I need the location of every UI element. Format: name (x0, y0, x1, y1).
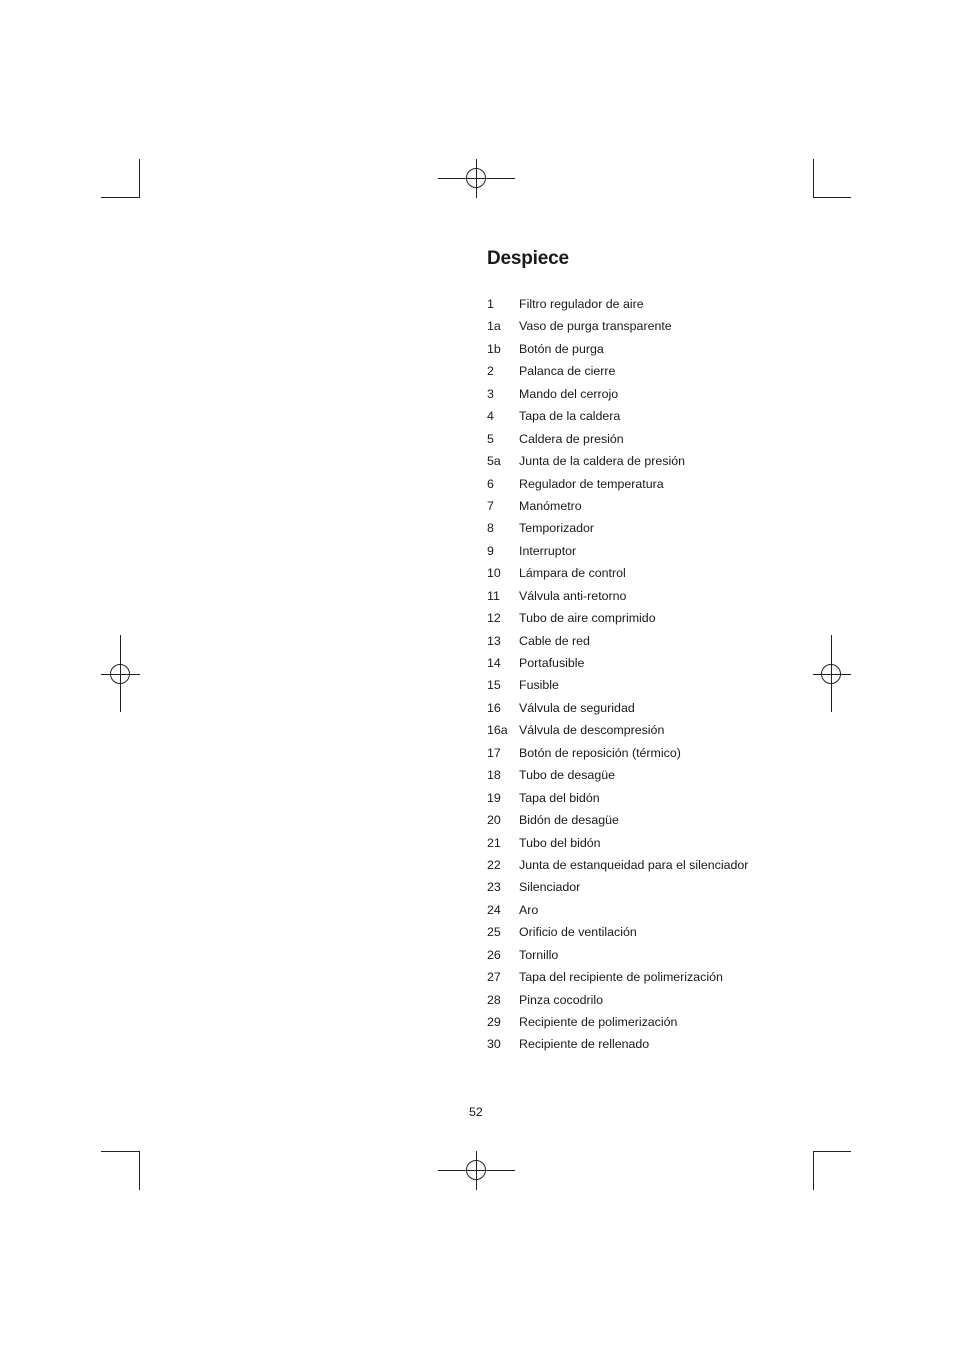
part-number: 1a (487, 319, 501, 334)
part-number: 11 (487, 588, 500, 603)
part-label: Tubo de desagüe (519, 768, 615, 783)
part-number: 18 (487, 768, 501, 783)
part-label: Manómetro (519, 498, 582, 513)
part-item (487, 1012, 748, 1034)
part-item (487, 496, 748, 518)
part-label: Tapa del bidón (519, 790, 600, 805)
part-label: Tubo de aire comprimido (519, 611, 656, 626)
part-item (487, 990, 748, 1012)
part-item (487, 406, 748, 428)
part-item (487, 833, 748, 855)
part-label: Silenciador (519, 880, 581, 895)
part-item (487, 586, 748, 608)
part-label: Cable de red (519, 633, 590, 648)
part-label: Interruptor (519, 543, 577, 558)
part-number: 19 (487, 790, 501, 805)
part-label: Válvula de descompresión (519, 723, 665, 738)
part-number: 4 (487, 409, 494, 424)
part-label: Lámpara de control (519, 566, 626, 581)
part-label: Válvula anti-retorno (519, 588, 627, 603)
part-label: Tubo del bidón (519, 835, 601, 850)
part-label: Junta de estanqueidad para el silenciador (519, 857, 749, 872)
part-number: 29 (487, 1015, 501, 1029)
part-number: 24 (487, 902, 501, 917)
part-label: Tapa del recipiente de polimerización (519, 970, 723, 985)
part-item (487, 339, 748, 361)
part-item (487, 316, 748, 338)
part-number: 12 (487, 611, 501, 626)
crop-mark-bottom-left-vertical (139, 1151, 140, 1190)
part-label: Recipiente de rellenado (519, 1037, 650, 1052)
crop-mark-top-left-horizontal (101, 197, 140, 198)
crop-mark-top-left-vertical (139, 159, 140, 198)
part-label: Aro (519, 902, 539, 917)
part-item (487, 451, 748, 473)
part-item (487, 945, 748, 967)
part-item (487, 429, 748, 451)
part-label: Bidón de desagüe (519, 813, 619, 828)
part-item (487, 967, 748, 989)
crop-mark-bottom-right-horizontal (813, 1151, 851, 1152)
part-item (487, 563, 748, 585)
page-number: 52 (469, 1105, 483, 1119)
part-label: Válvula de seguridad (519, 700, 635, 715)
part-number: 5 (487, 431, 494, 446)
part-number: 16 (487, 700, 501, 715)
part-item (487, 1034, 748, 1056)
crop-mark-bottom-left-horizontal (101, 1151, 140, 1152)
part-label: Temporizador (519, 521, 595, 536)
part-number: 10 (487, 566, 501, 581)
part-item (487, 631, 748, 653)
part-label: Recipiente de polimerización (519, 1015, 678, 1029)
part-number: 3 (487, 386, 494, 401)
part-item (487, 720, 748, 742)
part-number: 21 (487, 835, 501, 850)
part-label: Mando del cerrojo (519, 386, 619, 401)
part-item (487, 518, 748, 540)
part-number: 2 (487, 364, 494, 379)
part-item (487, 900, 748, 922)
part-item (487, 877, 748, 899)
part-number: 13 (487, 633, 501, 648)
part-label: Botón de purga (519, 341, 604, 356)
part-item (487, 743, 748, 765)
part-label: Caldera de presión (519, 431, 624, 446)
part-number: 20 (487, 813, 501, 828)
part-number: 8 (487, 521, 494, 536)
part-item (487, 810, 748, 832)
crop-mark-top-right-vertical (813, 159, 814, 198)
crop-mark-top-right-horizontal (813, 197, 851, 198)
part-item (487, 474, 748, 496)
part-label: Junta de la caldera de presión (519, 454, 686, 469)
part-item (487, 855, 748, 877)
part-item (487, 765, 748, 787)
part-number: 5a (487, 454, 501, 469)
part-label: Vaso de purga transparente (519, 319, 672, 334)
part-item (487, 675, 748, 697)
part-item (487, 361, 748, 383)
part-label: Pinza cocodrilo (519, 992, 604, 1007)
part-number: 6 (487, 476, 494, 491)
part-number: 14 (487, 656, 501, 670)
part-number: 25 (487, 925, 501, 940)
part-number: 7 (487, 498, 494, 513)
part-number: 26 (487, 947, 501, 962)
part-number: 15 (487, 678, 501, 693)
part-number: 28 (487, 992, 501, 1007)
part-number: 23 (487, 880, 501, 895)
part-label: Filtro regulador de aire (519, 297, 644, 311)
section-title: Despiece (487, 248, 569, 269)
part-number: 27 (487, 970, 501, 985)
part-label: Botón de reposición (térmico) (519, 745, 681, 760)
part-item (487, 653, 748, 675)
part-item (487, 788, 748, 810)
part-label: Tornillo (519, 947, 559, 962)
part-number: 9 (487, 543, 494, 558)
part-label: Orificio de ventilación (519, 925, 637, 940)
part-item (487, 608, 748, 630)
part-label: Tapa de la caldera (519, 409, 621, 424)
part-number: 1b (487, 341, 501, 356)
part-number: 22 (487, 857, 501, 872)
parts-list (487, 294, 748, 1057)
crop-mark-bottom-right-vertical (813, 1151, 814, 1190)
part-number: 16a (487, 723, 508, 738)
part-number: 17 (487, 745, 501, 760)
part-item (487, 541, 748, 563)
part-item (487, 384, 748, 406)
part-label: Palanca de cierre (519, 364, 616, 379)
part-item (487, 294, 748, 316)
part-number: 1 (487, 297, 494, 311)
part-item (487, 698, 748, 720)
part-label: Fusible (519, 678, 559, 693)
part-item (487, 922, 748, 944)
part-label: Portafusible (519, 656, 585, 670)
part-number: 30 (487, 1037, 501, 1052)
part-label: Regulador de temperatura (519, 476, 664, 491)
